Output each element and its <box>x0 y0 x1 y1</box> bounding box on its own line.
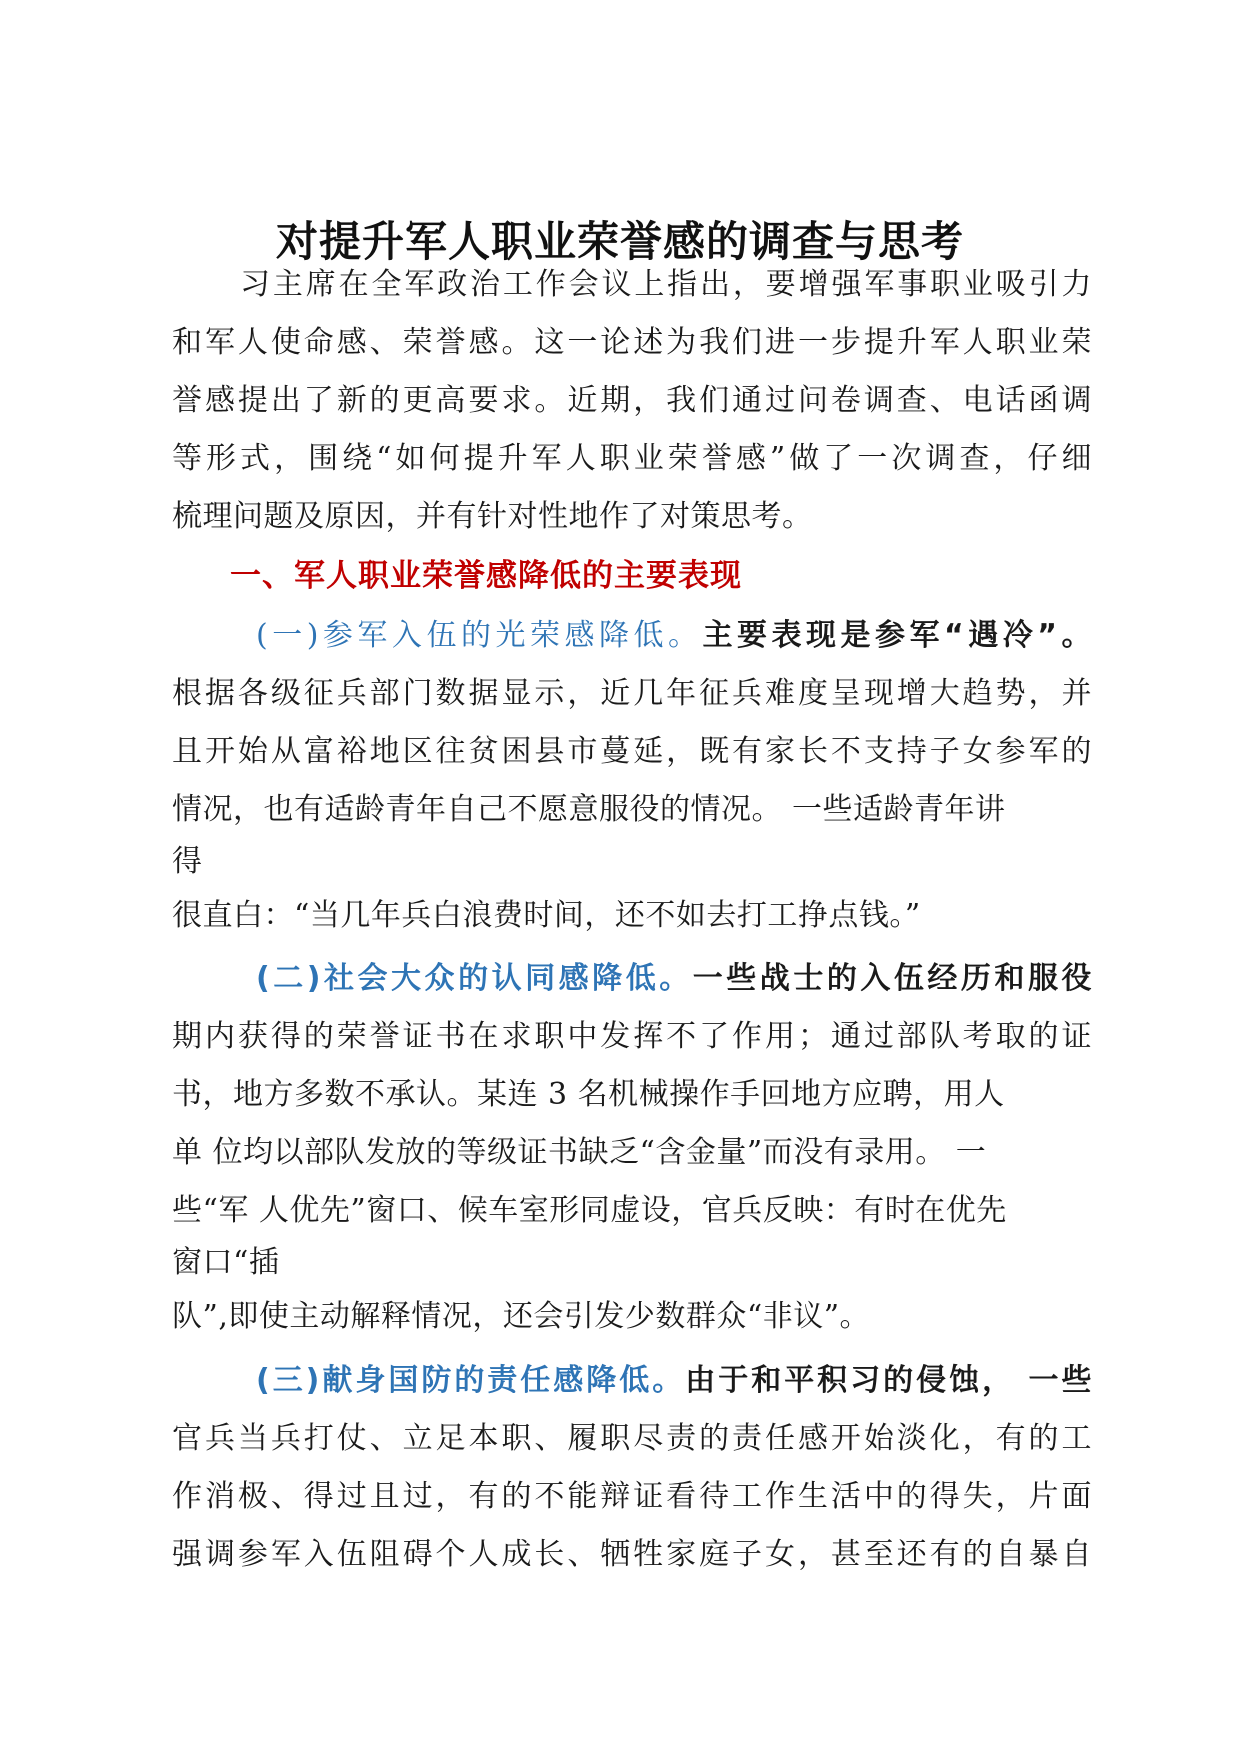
sub1-line-2: 且开始从富裕地区往贫困县市蔓延，既有家长不支持子女参军的 <box>172 734 1092 769</box>
sub2-first-line <box>256 950 1092 1008</box>
section-heading-1: 一、军人职业荣誉感降低的主要表现 <box>230 558 742 594</box>
sub2-line-1: 期内获得的荣誉证书在求职中发挥不了作用；通过部队考取的证 <box>172 1019 1092 1054</box>
document-title: 对提升军人职业荣誉感的调查与思考 <box>275 217 964 266</box>
intro-line-2: 和军人使命感、荣誉感。这一论述为我们进一步提升军人职业荣 <box>172 325 1092 360</box>
sub1-line-5: 很直白：“当几年兵白浪费时间，还不如去打工挣点钱。” <box>172 898 921 933</box>
sub2-line-4: 些“军 人优先”窗口、候车室形同虚设，官兵反映：有时在优先 <box>172 1193 1007 1228</box>
sub2-heading: (二)社会大众的认同感降低。 <box>256 961 693 996</box>
sub2-line-3: 单 位均以部队发放的等级证书缺乏“含金量”而没有录用。 一 <box>172 1135 987 1170</box>
intro-line-5: 梳理问题及原因，并有针对性地作了对策思考。 <box>172 499 813 534</box>
sub3-heading: (三)献身国防的责任感降低。 <box>256 1363 686 1398</box>
intro-line-3: 誉感提出了新的更高要求。近期，我们通过问卷调查、电话函调 <box>172 383 1092 418</box>
sub1-lead: 主要表现是参军“遇冷”。 <box>702 618 1092 653</box>
sub3-lead: 由于和平积习的侵蚀， 一些 <box>685 1363 1093 1398</box>
intro-line-1: 习主席在全军政治工作会议上指出，要增强军事职业吸引力 <box>240 267 1092 302</box>
sub1-line-3: 情况，也有适龄青年自己不愿意服役的情况。 一些适龄青年讲 <box>172 792 1006 827</box>
sub3-first-line <box>256 1352 1092 1410</box>
sub3-line-1: 官兵当兵打仗、立足本职、履职尽责的责任感开始淡化，有的工 <box>172 1421 1092 1456</box>
sub1-heading: (一)参军入伍的光荣感降低。 <box>256 618 703 653</box>
sub3-line-2: 作消极、得过且过，有的不能辩证看待工作生活中的得失，片面 <box>172 1479 1092 1514</box>
sub2-line-5: 窗口“插 <box>172 1245 280 1280</box>
sub2-lead: 一些战士的入伍经历和服役 <box>692 961 1093 996</box>
sub2-line-2: 书，地方多数不承认。某连 3 名机械操作手回地方应聘，用人 <box>172 1077 1005 1112</box>
sub1-line-1: 根据各级征兵部门数据显示，近几年征兵难度呈现增大趋势，并 <box>172 676 1092 711</box>
intro-line-4: 等形式，围绕“如何提升军人职业荣誉感”做了一次调查，仔细 <box>172 441 1092 476</box>
sub1-line-4: 得 <box>172 844 203 879</box>
sub2-line-6: 队”,即使主动解释情况，还会引发少数群众“非议”。 <box>172 1299 871 1334</box>
sub1-first-line <box>256 607 1092 665</box>
sub3-line-3: 强调参军入伍阻碍个人成长、牺牲家庭子女，甚至还有的自暴自 <box>172 1537 1092 1572</box>
